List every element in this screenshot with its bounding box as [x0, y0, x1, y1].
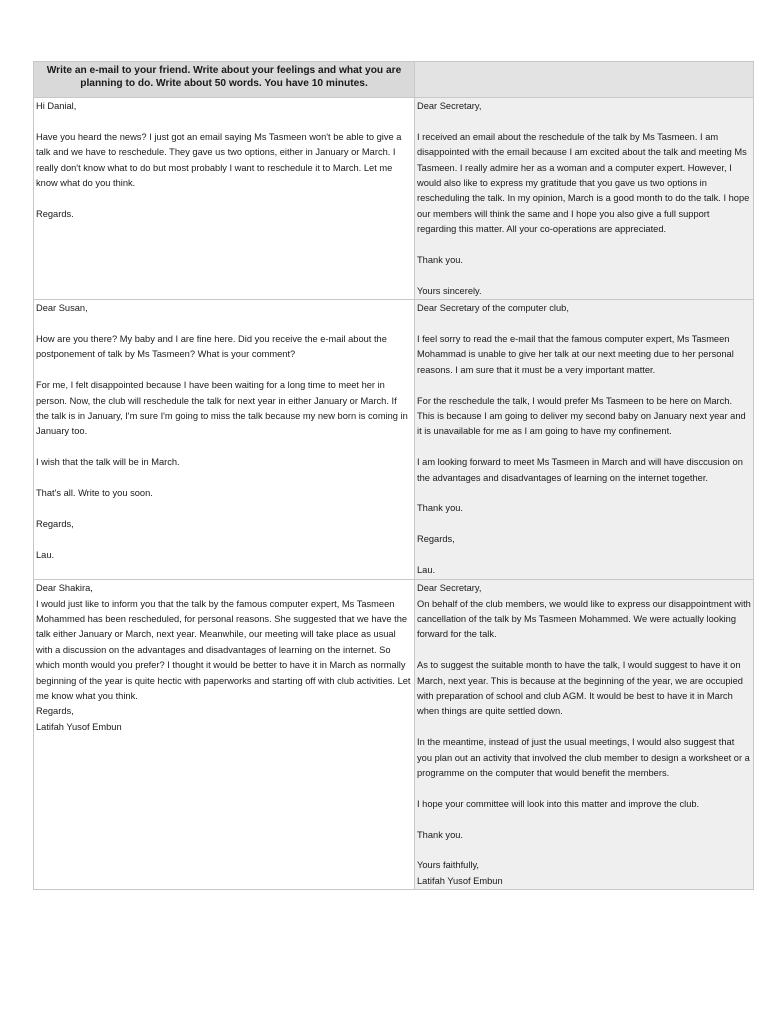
email-paragraph: Have you heard the news? I just got an email saying Ms Tasmeen won't be able to give a talk and we have to reschedule. They gave us two options, either in January or March. I really don't know what to do but most probably I want to reschedule it to March. Let me know what do you think.	[36, 131, 402, 189]
email-paragraph: As to suggest the suitable month to have the talk, I would suggest to have it on March, next year. This is because at the beginning of the year, we are occupied with preparation of school and club AGM. It would be best to have it in March when things are quite settled down.	[417, 660, 743, 717]
email-signature: Latifah Yusof Embun	[36, 721, 122, 732]
email-paragraph: How are you there? My baby and I are fine here. Did you receive the e-mail about the postponement of talk by Ms Tasmeen? What is your comment?	[36, 334, 387, 360]
email-paragraph: I feel sorry to read the e-mail that the famous computer expert, Ms Tasmeen Mohammad is unable to give her talk at our next meeting due to her personal reasons. I am sure that it must be a very important matter.	[417, 334, 734, 375]
table-row	[34, 300, 754, 580]
email-signoff: Regards,	[417, 534, 455, 545]
email-greeting: Dear Shakira,	[36, 583, 93, 594]
email-paragraph: I received an email about the reschedule of the talk by Ms Tasmeen. I am disappointed with the email because I am excited about the talk and meeting Ms Tasmeen. I really admire her as a woman and a computer expert. However, I would also like to express my gratitude that you gave us two options in rescheduling the talk. In my opinion, March is a good month to do the talk. I hope our members will think the same and I hope you also give a full support regarding this matter. All your co-operations are appreciated.	[417, 131, 750, 235]
email-signoff: Yours sincerely.	[417, 285, 482, 296]
table-row	[34, 580, 754, 890]
email-paragraph: In the meantime, instead of just the usual meetings, I would also suggest that you plan out an activity that involved the club member to design a worksheet or a programme on the computer that would benefit the members.	[417, 737, 750, 779]
email-paragraph: That's all. Write to you soon.	[36, 488, 153, 499]
email-cell-secretary-2	[415, 300, 754, 580]
email-greeting: Dear Secretary,	[417, 101, 482, 111]
email-cell-susan	[34, 300, 415, 580]
header-empty-cell	[415, 62, 754, 98]
email-paragraph: For the reschedule the talk, I would prefer Ms Tasmeen to be here on March. This is because I am going to deliver my second baby on January next year and it is unavailable for me as I am going to have my confinement.	[417, 395, 746, 437]
email-paragraph: On behalf of the club members, we would like to express our disappointment with cancellation of the talk by Ms Tasmeen Mohammed. We were actually looking forward for the talk.	[417, 598, 751, 640]
email-signature: Latifah Yusof Embun	[417, 875, 503, 886]
email-signature: Lau.	[417, 565, 436, 576]
email-cell-shakira	[34, 580, 415, 890]
email-greeting: Dear Secretary of the computer club,	[417, 303, 569, 314]
email-cell-secretary-3	[415, 580, 754, 890]
email-greeting: Dear Secretary,	[417, 583, 482, 594]
email-thanks: Thank you.	[417, 829, 463, 840]
header-row	[34, 62, 754, 98]
task-instruction: Write an e-mail to your friend. Write about your feelings and what you are planning to do. Write about 50 words. You have 10 minutes.	[34, 62, 415, 98]
email-thanks: Thank you.	[417, 503, 463, 514]
email-thanks: Thank you.	[417, 255, 463, 266]
email-paragraph: I would just like to inform you that the talk by the famous computer expert, Ms Tasmeen Mohammed has been rescheduled, for personal reasons. She suggested that we have the talk either January or March, next year. Meanwhile, our meeting will take place as usual with a discussion on the advantages and disadvantages of learning on the internet. So which month would you prefer? I thought it would be better to have it in March as normally beginning of the year is quite hectic with paperworks and starting off with club activities. Let me know what you think.	[36, 598, 411, 702]
email-paragraph: I hope your committee will look into this matter and improve the club.	[417, 798, 700, 809]
email-signoff: Regards,	[36, 518, 74, 529]
email-signature: Lau.	[36, 549, 55, 560]
email-greeting: Dear Susan,	[36, 303, 88, 314]
email-paragraph: I am looking forward to meet Ms Tasmeen in March and will have disccusion on the advantages and disadvantages of learning on the internet together.	[417, 457, 743, 483]
email-paragraph: I wish that the talk will be in March.	[36, 457, 180, 468]
answer-sheet-table	[33, 61, 754, 890]
email-cell-danial	[34, 98, 415, 300]
email-signoff: Yours faithfully,	[417, 860, 480, 871]
email-greeting: Hi Danial,	[36, 101, 77, 111]
email-signoff: Regards.	[36, 208, 74, 219]
email-signoff: Regards,	[36, 706, 74, 717]
email-paragraph: For me, I felt disappointed because I have been waiting for a long time to meet her in person. Now, the club will reschedule the talk for next year in either January or March. If the talk is in January, I'm sure I'm going to miss the talk because my new born is coming in January too.	[36, 380, 408, 437]
table-row	[34, 98, 754, 300]
email-cell-secretary-1	[415, 98, 754, 300]
